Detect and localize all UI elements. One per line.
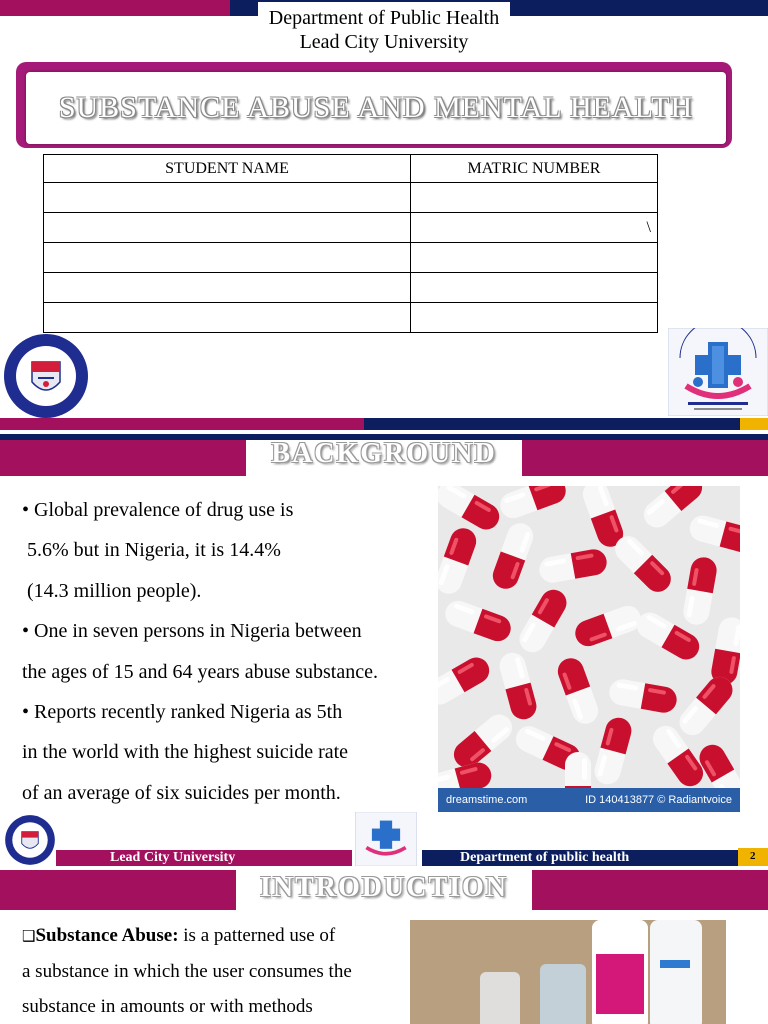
table-row xyxy=(44,183,658,213)
definition-line: substance in amounts or with methods xyxy=(22,996,313,1017)
student-table xyxy=(43,154,658,333)
student-name-cell xyxy=(44,183,411,213)
page-number-badge xyxy=(738,848,768,866)
matric-number-cell xyxy=(411,303,658,333)
matric-number-cell xyxy=(411,273,658,303)
matric-number-header: MATRIC NUMBER xyxy=(411,155,658,183)
slide-divider-gold xyxy=(740,418,768,430)
university-name: Lead City University xyxy=(299,31,469,53)
bullet-line: • Reports recently ranked Nigeria as 5th xyxy=(22,701,343,724)
department-name: Department of Public Health xyxy=(268,7,500,29)
department-of-public-health-logo-icon xyxy=(352,812,420,866)
footer-university: Lead City University xyxy=(110,850,236,865)
definition-line: a substance in which the user consumes the xyxy=(22,961,352,982)
bullet-line: • One in seven persons in Nigeria between xyxy=(22,620,362,643)
lead-city-university-seal-icon xyxy=(4,814,56,866)
dreamstime-watermark: dreamstime.com xyxy=(446,794,528,806)
department-of-public-health-logo-icon xyxy=(668,328,768,416)
background-heading: BACKGROUND xyxy=(271,438,497,469)
student-name-cell xyxy=(44,303,411,333)
red-white-capsules-photo xyxy=(438,486,740,812)
footer-pink-bar xyxy=(56,850,352,866)
top-pink-bar xyxy=(0,0,230,16)
table-row xyxy=(44,243,658,273)
bullet-line: 5.6% but in Nigeria, it is 14.4% xyxy=(22,539,281,562)
introduction-text xyxy=(22,918,402,1024)
table-row xyxy=(44,213,658,243)
slide-title: SUBSTANCE ABUSE AND MENTAL HEALTH xyxy=(58,91,694,124)
student-name-cell xyxy=(44,273,411,303)
introduction-heading: INTRODUCTION xyxy=(259,872,509,903)
title-box xyxy=(26,72,726,144)
bullet-line: • Global prevalence of drug use is xyxy=(22,499,294,521)
image-watermark-bar xyxy=(438,788,740,812)
introduction-header-bar-left xyxy=(0,870,236,910)
background-header-bar-left xyxy=(0,440,246,476)
bullet-line: (14.3 million people). xyxy=(22,579,202,602)
definition-text: is a patterned use of xyxy=(178,925,336,946)
matric-number-cell xyxy=(411,183,658,213)
table-row xyxy=(44,303,658,333)
lead-city-university-seal-icon xyxy=(2,332,90,420)
matric-number-cell xyxy=(411,243,658,273)
student-name-cell xyxy=(44,243,411,273)
footer-navy-bar xyxy=(422,850,768,866)
medicine-bottles-photo xyxy=(410,920,726,1024)
introduction-header-bar-right xyxy=(532,870,768,910)
matric-number-cell: \ xyxy=(411,213,658,243)
student-name-header: STUDENT NAME xyxy=(44,155,411,183)
bullet-line: of an average of six suicides per month. xyxy=(22,781,341,804)
image-id-text: ID 140413877 © Radiantvoice xyxy=(585,794,732,806)
table-row xyxy=(44,273,658,303)
definition-line xyxy=(22,918,402,954)
slide-divider-pink xyxy=(0,418,364,430)
background-header-bar-right xyxy=(522,440,768,476)
student-name-cell xyxy=(44,213,411,243)
page-number: 2 xyxy=(750,850,756,862)
bullet-line: the ages of 15 and 64 years abuse substance. xyxy=(22,660,378,683)
footer-department: Department of public health xyxy=(460,850,630,865)
definition-term: Substance Abuse: xyxy=(35,925,179,946)
bullet-line: in the world with the highest suicide rate xyxy=(22,741,349,764)
checkbox-bullet-icon: ❑ xyxy=(22,927,36,945)
background-bullets xyxy=(22,490,434,813)
